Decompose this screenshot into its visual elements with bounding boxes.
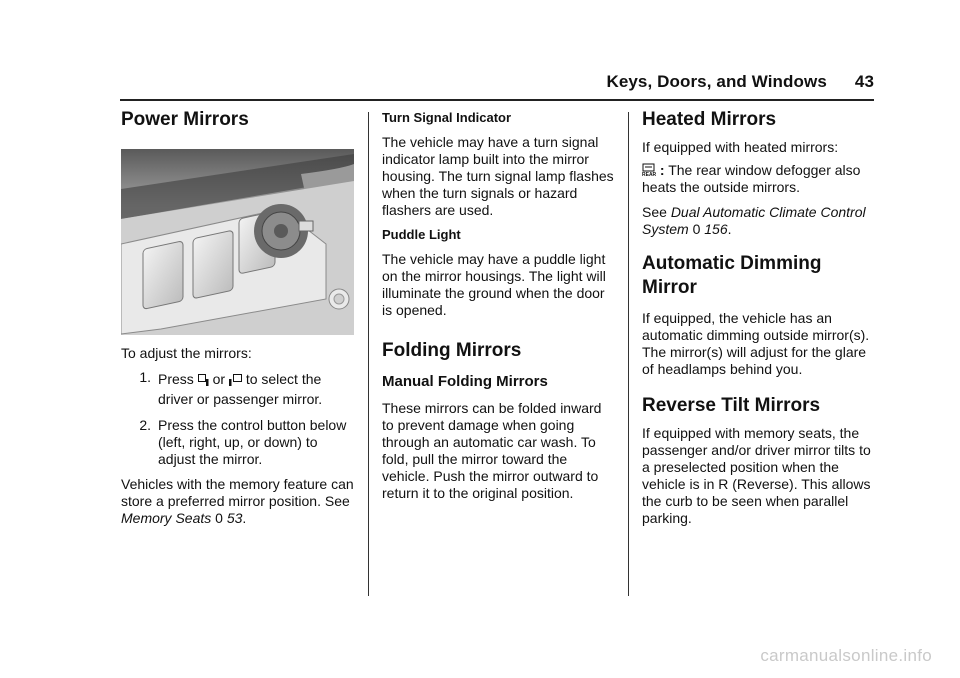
watermark: carmanualsonline.info xyxy=(760,646,932,665)
left-mirror-select-icon xyxy=(198,373,209,387)
header-title: Keys, Doors, and Windows xyxy=(606,72,827,91)
automatic-dimming-heading: Automatic Dimming Mirror xyxy=(642,253,822,299)
reference-symbol: 0 xyxy=(215,510,223,526)
door-panel-illustration xyxy=(121,149,354,335)
adjust-intro: To adjust the mirrors: xyxy=(121,345,252,361)
column-heated-dimming-reverse xyxy=(642,108,876,527)
step-1-number: 1. xyxy=(139,369,151,385)
step-2 xyxy=(121,417,357,468)
heated-mirrors-heading: Heated Mirrors xyxy=(642,109,777,130)
mirror-control-figure xyxy=(121,149,354,335)
puddle-light-text: The vehicle may have a puddle light on the mirror housings. The light will illuminate the ground when the door is opened. xyxy=(382,251,606,318)
climate-control-page[interactable]: 156 xyxy=(704,221,728,238)
folding-mirrors-heading: Folding Mirrors xyxy=(382,340,522,361)
reference-symbol: 0 xyxy=(692,221,701,238)
right-mirror-select-icon xyxy=(229,373,242,387)
puddle-light-heading: Puddle Light xyxy=(382,227,461,242)
column-divider-2 xyxy=(628,112,629,596)
rear-defog-label: REAR xyxy=(642,172,657,179)
heated-description: REAR : The rear window defogger also heats the outside mirrors. xyxy=(642,162,861,196)
memory-paragraph: Vehicles with the memory feature can store a preferred mirror position. See Memory Seats 0 53. xyxy=(121,476,354,526)
climate-control-link[interactable]: Dual Automatic Climate Control System xyxy=(642,204,866,238)
step-1-text: to select the driver or passenger mirror. xyxy=(158,371,323,407)
heated-intro: If equipped with heated mirrors: xyxy=(642,139,839,155)
reverse-tilt-text: If equipped with memory seats, the passenger and/or driver mirror tilts to a preselected position when the vehicle is in R (Reverse). This allows the curb to be seen when parallel parking. xyxy=(642,425,871,527)
automatic-dimming-text: If equipped, the vehicle has an automatic dimming outside mirror(s). The mirror(s) will adjust for the glare of headlamps behind you. xyxy=(642,310,870,378)
column-divider-1 xyxy=(368,112,369,596)
step-1-or: or xyxy=(212,371,226,387)
see-text: See xyxy=(642,204,667,221)
manual-folding-heading: Manual Folding Mirrors xyxy=(382,373,548,390)
memory-seats-page[interactable]: 53 xyxy=(226,510,243,526)
step-1-press: Press xyxy=(158,371,194,387)
turn-signal-text: The vehicle may have a turn signal indicator lamp built into the mirror housing. The turn signal lamp flashes when the turn signals or hazard flashers are used. xyxy=(382,134,614,218)
step-1 xyxy=(121,369,357,409)
rear-defog-icon xyxy=(642,163,656,179)
reverse-tilt-heading: Reverse Tilt Mirrors xyxy=(642,395,821,417)
memory-text: Vehicles with the memory feature can store a preferred mirror position. See xyxy=(121,476,354,509)
memory-seats-link[interactable]: Memory Seats xyxy=(121,510,212,526)
column-signal-folding xyxy=(382,110,614,502)
header-rule xyxy=(120,99,874,101)
manual-folding-text: These mirrors can be folded inward to prevent damage when going through an automatic car wash. To fold, pull the mirror toward the vehicle. Push the mirror outward to return it to the original position. xyxy=(382,400,602,501)
turn-signal-heading: Turn Signal Indicator xyxy=(382,110,512,125)
climate-reference: See Dual Automatic Climate Control System 0 156. xyxy=(642,204,866,238)
step-2-text: Press the control button below (left, right, up, or down) to adjust the mirror. xyxy=(158,417,347,467)
power-mirrors-heading: Power Mirrors xyxy=(121,109,249,130)
heated-text: The rear window defogger also heats the outside mirrors. xyxy=(642,162,861,196)
page-header xyxy=(606,72,874,92)
page-number: 43 xyxy=(854,72,874,91)
step-2-number: 2. xyxy=(139,417,151,433)
column-power-mirrors xyxy=(121,108,357,527)
